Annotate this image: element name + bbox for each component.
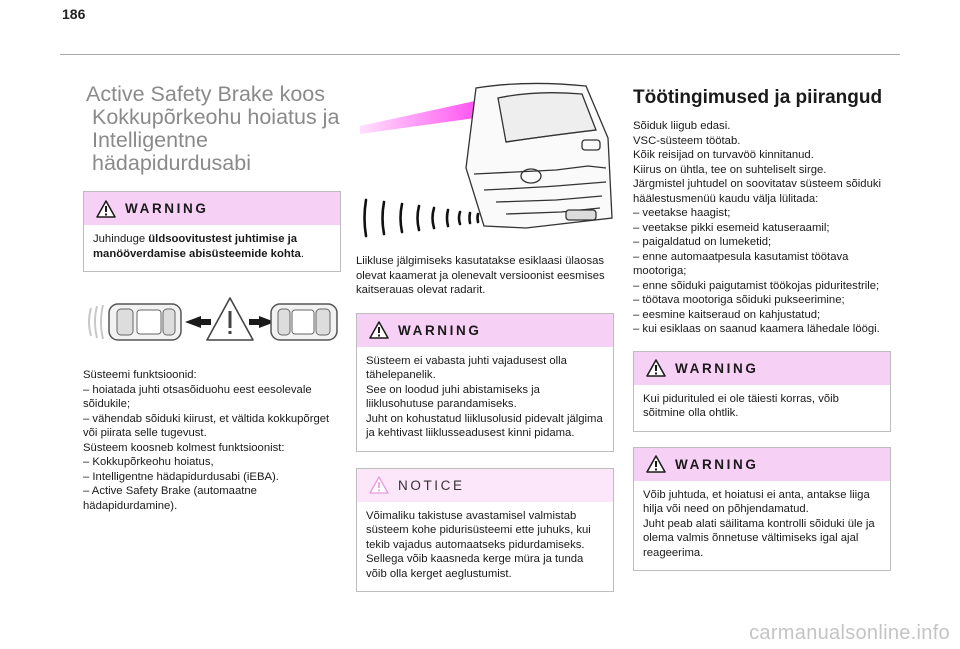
functions-text: Süsteemi funktsioonid: – hoiatada juhti otsasõiduohu eest eesolevale sõidukile; – vähendab sõiduki kiirust, et vältida kokkupõrget või piirata selle tugevust. Süsteem koosneb kolmest funktsioonist: – Kokkupõrkeohu hoiatus, – Intelligentne hädapidurdusabi (iEBA). – Active Safety Brake (automaatne hädapidurdamine). xyxy=(83,369,330,512)
front-car-icon xyxy=(271,304,337,340)
warning-text xyxy=(84,225,340,271)
warning-label: WARNING xyxy=(675,456,759,472)
radar-waves xyxy=(365,200,479,236)
warning-text: Süsteem ei vabasta juhti vajadusest olla tähelepanelik. See on loodud juhi abistamiseks ja liiklusohutuse parandamiseks. Juht on kohustatud liiklusolusid pidevalt jälgima ja kehtivast liiklusseadusest kinni pidama. xyxy=(366,354,603,439)
warning-text: Võib juhtuda, et hoiatusi ei anta, antakse liiga hilja või need on põhjendamatud. Juht peab alati säilitama kontrolli sõiduki üle ja olema valmis õnnetuse vältimiseks igal ajal reageerima. xyxy=(643,488,875,559)
warning-text-start: Juhinduge xyxy=(93,233,149,245)
warning-header xyxy=(84,192,340,225)
column-3 xyxy=(633,78,891,571)
warning-triangle-icon xyxy=(96,200,116,218)
collision-warning-illustration xyxy=(83,294,341,350)
warning-box-attention xyxy=(356,313,614,452)
warning-triangle-icon xyxy=(646,359,666,377)
notice-text: Võimaliku takistuse avastamisel valmistab süsteem kohe pidurisüsteemi ette juhuks, kui tekib vajadus automaatseks pidurdamiseks. Sellega võib kaasneda kerge müra ja tunda võib olla kerget aeglustumist. xyxy=(366,509,591,580)
warning-triangle-icon xyxy=(646,455,666,473)
warning-box-brake-lights xyxy=(633,351,891,432)
warning-header xyxy=(357,314,613,347)
header-divider xyxy=(60,54,900,55)
notice-box xyxy=(356,468,614,593)
column-2 xyxy=(356,76,614,592)
warning-text-bold: üldsoovitustest juhtimise ja manööverdamise abisüsteemide kohta xyxy=(93,233,301,260)
page-number: 186 xyxy=(62,6,86,22)
notice-label: NOTICE xyxy=(398,477,465,493)
warning-triangle-icon xyxy=(207,298,253,340)
warning-text-end: . xyxy=(300,247,304,260)
column-1 xyxy=(83,78,341,513)
rear-car-icon xyxy=(109,304,181,340)
warning-box-guidelines xyxy=(83,191,341,272)
notice-triangle-icon xyxy=(369,476,389,494)
warning-label: WARNING xyxy=(675,360,759,376)
warning-header xyxy=(634,448,890,481)
camera-radar-text: Liikluse jälgimiseks kasutatakse esiklaasi ülaosas olevat kaamerat ja olenevalt versioonist eesmises kaitserauas olevat radarit. xyxy=(356,255,605,296)
warning-header xyxy=(634,352,890,385)
warning-label: WARNING xyxy=(398,322,482,338)
warning-text: Kui piduritulеd ei ole täiesti korras, võib sõitmine olla ohtlik. xyxy=(643,392,839,419)
page-title: Active Safety Brake koos Kokkupõrkeohu hoiatus ja Intelligentne hädapidurdusabi xyxy=(86,82,340,175)
van-camera-radar-illustration xyxy=(356,78,614,248)
conditions-heading: Töötingimused ja piirangud xyxy=(633,87,883,108)
notice-header xyxy=(357,469,613,502)
watermark: carmanualsonline.info xyxy=(749,622,950,644)
warning-box-driver-control xyxy=(633,447,891,572)
warning-triangle-icon xyxy=(369,321,389,339)
conditions-text: Sõiduk liigub edasi. VSC-süsteem töötab. Kõik reisijad on turvavöö kinnitanud. Kiirus on ühtla, tee on suhteliselt sirge. Järgmistel juhtudel on soovitatav süsteem sõiduki häälestusmenüü kaudu välja lülitada: – veetakse haagist; – veetakse pikki esemeid katuseraamil; – paigaldatud on lumeketid; – enne automaatpesula kasutamist töötava mootoriga; – enne sõiduki paigutamist töökojas piduritestrile; – töötava mootoriga sõiduki pukseerimine; – eesmine kaitseraud on kahjustatud; – kui esiklaas on saanud kaamera lähedale löögi. xyxy=(633,120,882,335)
warning-label: WARNING xyxy=(125,201,209,216)
